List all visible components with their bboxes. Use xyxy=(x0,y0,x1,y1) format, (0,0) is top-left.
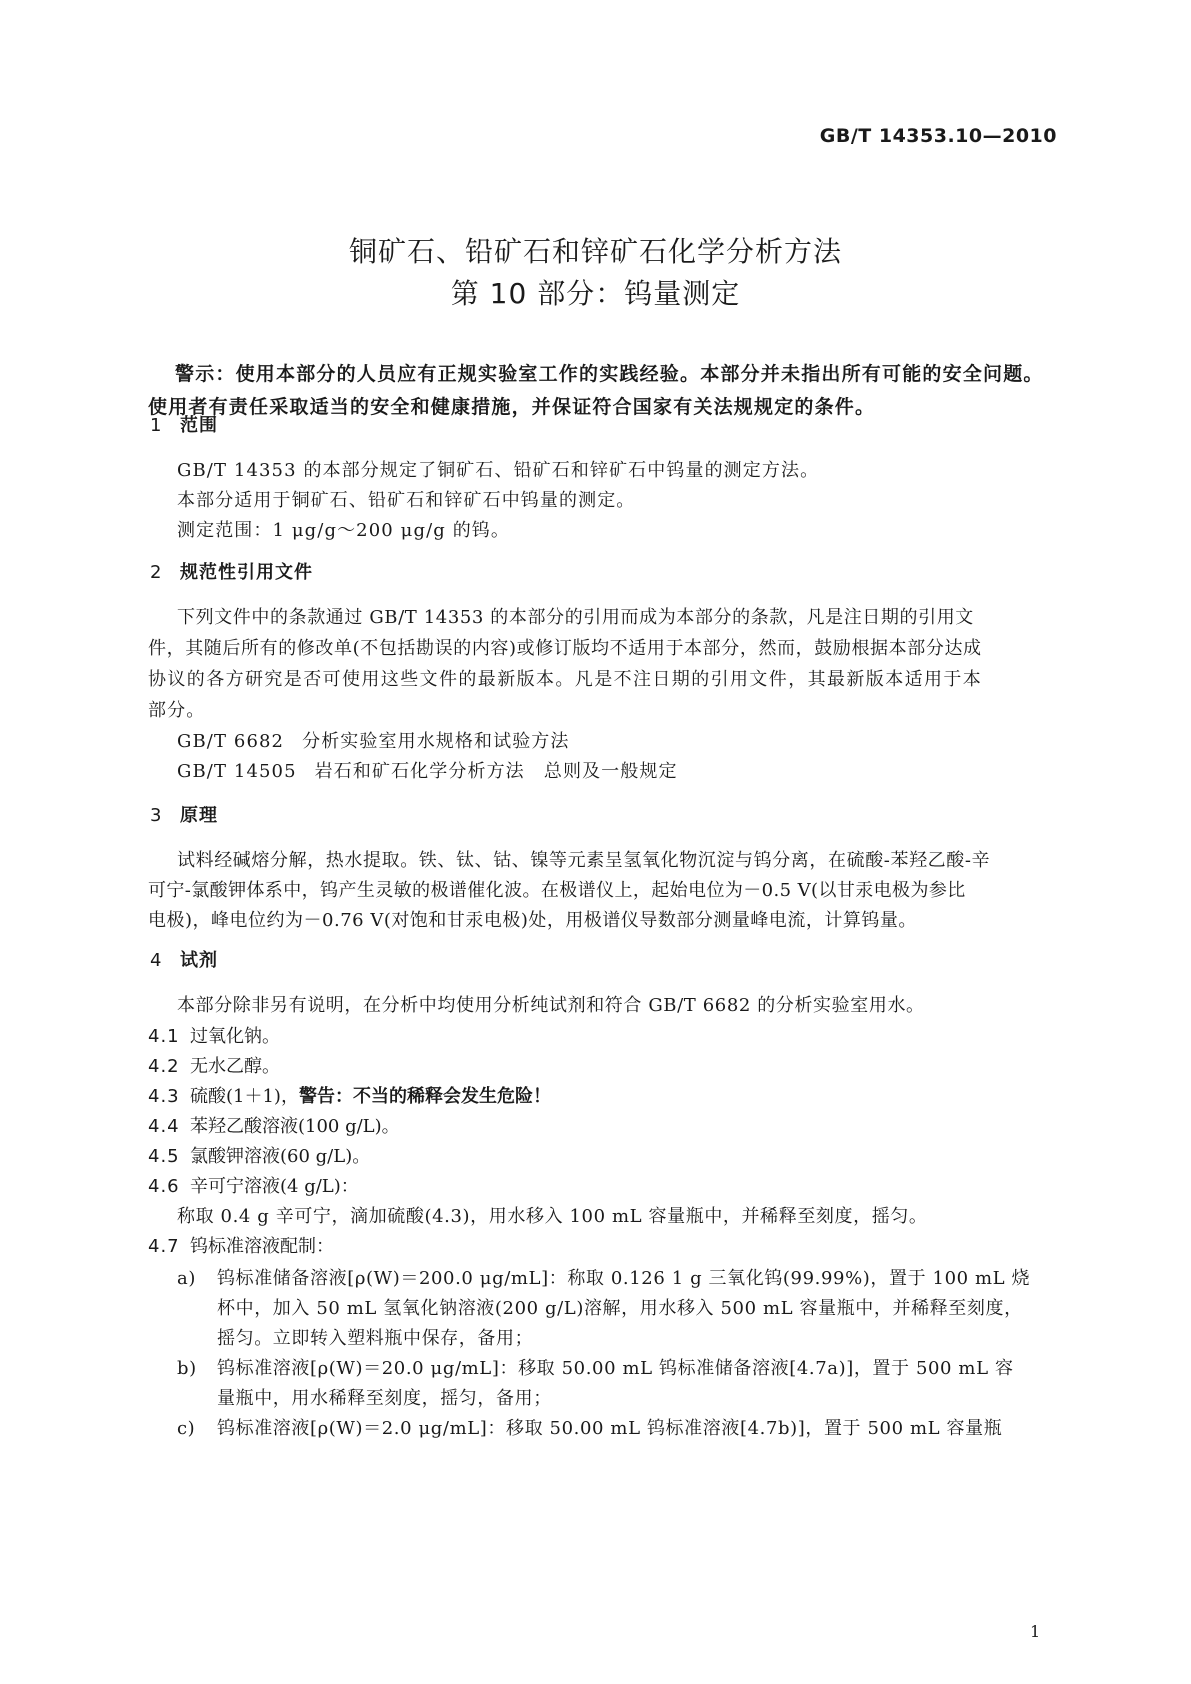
paragraph-line: 本部分适用于铜矿石、铅矿石和锌矿石中钨量的测定。 xyxy=(177,490,636,511)
item-number: 4.4 xyxy=(148,1116,180,1137)
section-title: 范围 xyxy=(180,415,218,436)
item-text: 氯酸钾溶液(60 g/L)。 xyxy=(190,1146,371,1167)
warning-line-1: 警示：使用本部分的人员应有正规实验室工作的实践经验。本部分并未指出所有可能的安全问题。 xyxy=(175,363,1044,385)
sub-item-line: 钨标准溶液[ρ(W)＝2.0 μg/mL]：移取 50.00 mL 钨标准溶液[4.7b)]，置于 500 mL 容量瓶 xyxy=(217,1418,1003,1439)
reagent-item xyxy=(148,1022,280,1048)
sub-item-line: 摇匀。立即转入塑料瓶中保存，备用； xyxy=(217,1328,534,1349)
item-number: 4.5 xyxy=(148,1146,180,1167)
item-text: 苯羟乙酸溶液(100 g/L)。 xyxy=(190,1116,400,1137)
item-text: 无水乙醇。 xyxy=(190,1056,280,1077)
section-4-heading xyxy=(150,946,218,972)
sub-item-label: a) xyxy=(177,1268,196,1289)
item-number: 4.1 xyxy=(148,1026,180,1047)
section-2-heading xyxy=(150,558,313,584)
paragraph-line: 部分。 xyxy=(148,700,206,721)
standard-code: GB/T 14353.10—2010 xyxy=(819,125,1057,147)
sub-item-label: c) xyxy=(177,1418,196,1439)
document-subtitle: 第 10 部分：钨量测定 xyxy=(450,277,741,310)
page-number: 1 xyxy=(1030,1622,1041,1641)
item-number: 4.3 xyxy=(148,1086,180,1107)
paragraph-line: 可宁-氯酸钾体系中，钨产生灵敏的极谱催化波。在极谱仪上，起始电位为－0.5 V(以甘汞电极为参比 xyxy=(148,880,966,901)
item-number: 4.2 xyxy=(148,1056,180,1077)
item-warning: 警告：不当的稀释会发生危险！ xyxy=(298,1086,551,1107)
reference-item xyxy=(177,757,678,783)
reference-code: GB/T 6682 xyxy=(177,731,285,752)
sub-item-line: 钨标准储备溶液[ρ(W)＝200.0 μg/mL]：称取 0.126 1 g 三氧化钨(99.99%)，置于 100 mL 烧 xyxy=(217,1268,1031,1289)
item-text: 过氧化钠。 xyxy=(190,1026,280,1047)
reference-code: GB/T 14505 xyxy=(177,761,297,782)
section-number: 1 xyxy=(150,415,163,436)
section-1-heading xyxy=(150,411,218,437)
paragraph-line: 电极)，峰电位约为－0.76 V(对饱和甘汞电极)处，用极谱仪导数部分测量峰电流，计算钨量。 xyxy=(148,910,917,931)
paragraph-line: 协议的各方研究是否可使用这些文件的最新版本。凡是不注日期的引用文件，其最新版本适用于本 xyxy=(148,669,983,690)
section-number: 2 xyxy=(150,562,163,583)
section-number: 4 xyxy=(150,950,163,971)
section-3-heading xyxy=(150,801,218,827)
item-text: 钨标准溶液配制： xyxy=(190,1236,334,1257)
sub-item-line: 量瓶中，用水稀释至刻度，摇匀，备用； xyxy=(217,1388,552,1409)
sub-item-line: 杯中，加入 50 mL 氢氧化钠溶液(200 g/L)溶解，用水移入 500 mL 容量瓶中，并稀释至刻度， xyxy=(217,1298,1023,1319)
paragraph-line: 测定范围：1 μg/g～200 μg/g 的钨。 xyxy=(177,520,510,541)
document-title: 铜矿石、铅矿石和锌矿石化学分析方法 xyxy=(348,235,842,268)
reagent-item xyxy=(148,1112,400,1138)
sub-item-c xyxy=(177,1414,1002,1440)
reference-title: 分析实验室用水规格和试验方法 xyxy=(302,731,570,752)
reference-item xyxy=(177,727,570,753)
reference-title: 岩石和矿石化学分析方法 总则及一般规定 xyxy=(314,761,678,782)
sub-item-line: 钨标准溶液[ρ(W)＝20.0 μg/mL]：移取 50.00 mL 钨标准储备溶液[4.7a)]，置于 500 mL 容 xyxy=(217,1358,1014,1379)
item-number: 4.7 xyxy=(148,1236,180,1257)
sub-item-label: b) xyxy=(177,1358,197,1379)
paragraph-line: 试料经碱熔分解，热水提取。铁、钛、钴、镍等元素呈氢氧化物沉淀与钨分离，在硫酸-苯羟乙酸-辛 xyxy=(177,850,991,871)
paragraph-line: 件，其随后所有的修改单(不包括勘误的内容)或修订版均不适用于本部分，然而，鼓励根据本部分达成 xyxy=(148,638,982,659)
paragraph-line: 下列文件中的条款通过 GB/T 14353 的本部分的引用而成为本部分的条款，凡是注日期的引用文 xyxy=(177,607,974,628)
sub-item-a xyxy=(177,1264,1030,1290)
paragraph-line: GB/T 14353 的本部分规定了铜矿石、铅矿石和锌矿石中钨量的测定方法。 xyxy=(177,460,820,481)
reagent-item xyxy=(148,1082,551,1108)
paragraph-line: 本部分除非另有说明，在分析中均使用分析纯试剂和符合 GB/T 6682 的分析实验室用水。 xyxy=(177,995,925,1016)
section-title: 试剂 xyxy=(180,950,218,971)
reagent-item xyxy=(148,1172,359,1198)
item-detail: 称取 0.4 g 辛可宁，滴加硫酸(4.3)，用水移入 100 mL 容量瓶中，并稀释至刻度，摇匀。 xyxy=(177,1206,928,1227)
item-number: 4.6 xyxy=(148,1176,180,1197)
section-number: 3 xyxy=(150,805,163,826)
item-text: 硫酸(1＋1)， xyxy=(190,1086,299,1107)
sub-item-b xyxy=(177,1354,1014,1380)
section-title: 原理 xyxy=(180,805,218,826)
reagent-item xyxy=(148,1052,280,1078)
item-text: 辛可宁溶液(4 g/L)： xyxy=(190,1176,359,1197)
reagent-item xyxy=(148,1232,334,1258)
warning-line-2: 使用者有责任采取适当的安全和健康措施，并保证符合国家有关法规规定的条件。 xyxy=(148,396,876,418)
reagent-item xyxy=(148,1142,370,1168)
section-title: 规范性引用文件 xyxy=(180,562,313,583)
